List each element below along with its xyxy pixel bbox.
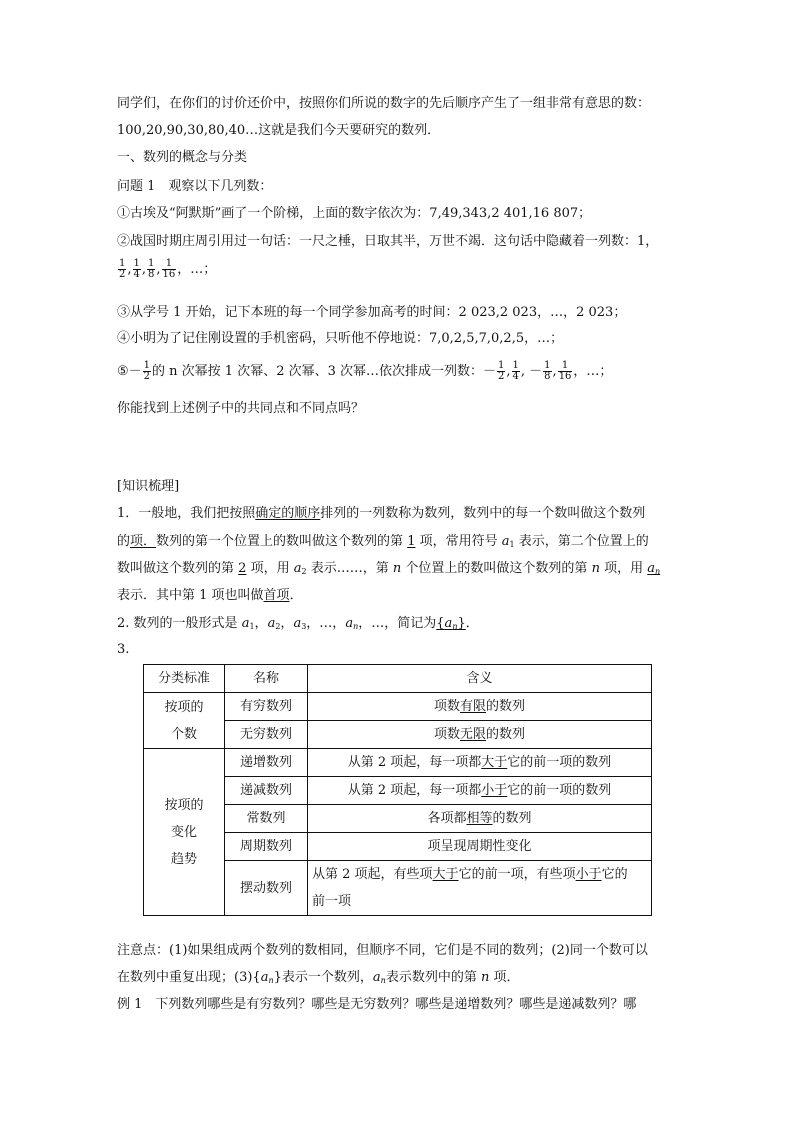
notes-line-2: 在数列中重复出现；$(3)\{a_n\}$表示一个数列，$a_n$表示数列中的第 n 项． [117, 970, 520, 985]
fraction: $\frac{1}{8}$ [148, 258, 155, 280]
knowledge-p1-line2: 的项．数列的第一个位置上的数叫做这个数列的第 1 项，常用符号 $a_1$ 表示，第二个位置上的 [117, 534, 649, 549]
fraction: $\frac{1}{4}$ [133, 258, 140, 280]
table-header: 含义 [308, 665, 652, 693]
question-closing: 你能找到上述例子中的共同点和不同点吗？ [117, 401, 365, 416]
notes-line-1: 注意点：(1)如果组成两个数列的数相同，但顺序不同，它们是不同的数列；(2)同一个数可以 [117, 943, 648, 958]
section-title: 一、数列的概念与分类 [117, 150, 248, 165]
question-text: 观察以下几列数： [168, 179, 273, 194]
row-meaning: 各项都相等的数列 [308, 805, 652, 833]
example-1: 例 1 下列数列哪些是有穷数列？哪些是无穷数列？哪些是递增数列？哪些是递减数列？哪 [117, 997, 637, 1012]
question-item-2-fractions: $\frac{1}{2}$ , $\frac{1}{4}$ , $\frac{1}{8}$ , $\frac{1}{16}$ ，…； [119, 258, 217, 280]
classification-table [143, 664, 652, 916]
row-name: 常数列 [225, 805, 308, 833]
knowledge-p3: 3. [117, 642, 130, 657]
knowledge-p1-line1: 1．一般地，我们把按照确定的顺序排列的一列数称为数列，数列中的每一个数叫做这个数列 [117, 506, 646, 521]
row-meaning: 项呈现周期性变化 [308, 833, 652, 861]
row-meaning: 从第 2 项起，有些项大于它的前一项，有些项小于它的 前一项 [308, 861, 652, 916]
intro-line-2: 100,20,90,30,80,40…这就是我们今天要研究的数列． [117, 123, 441, 138]
table-row [144, 749, 652, 777]
knowledge-p1-line4: 表示．其中第 1 项也叫做首项． [117, 588, 303, 603]
table-header: 名称 [225, 665, 308, 693]
group-label-count: 按项的 个数 [144, 693, 225, 749]
row-meaning: 项数有限的数列 [308, 693, 652, 721]
row-name: 有穷数列 [225, 693, 308, 721]
row-name: 递增数列 [225, 749, 308, 777]
question-1 [117, 177, 272, 197]
intro-line-1: 同学们，在你们的讨价还价中，按照你们所说的数字的先后顺序产生了一组非常有意思的数： [117, 96, 651, 111]
fraction: $\frac{1}{16}$ [162, 258, 176, 280]
table-row [144, 693, 652, 721]
table-header-row [144, 665, 652, 693]
row-meaning: 从第 2 项起，每一项都小于它的前一项的数列 [308, 777, 652, 805]
row-meaning: 从第 2 项起，每一项都大于它的前一项的数列 [308, 749, 652, 777]
table-header: 分类标准 [144, 665, 225, 693]
row-name: 递减数列 [225, 777, 308, 805]
row-name: 无穷数列 [225, 721, 308, 749]
knowledge-heading: [知识梳理] [117, 479, 180, 494]
fraction: $\frac{1}{2}$ [119, 258, 126, 280]
group-label-trend: 按项的 变化 趋势 [144, 749, 225, 916]
row-meaning: 项数无限的数列 [308, 721, 652, 749]
question-item-5: ⑤－ $\frac{1}{2}$ 的 n 次幂按 1 次幂、2 次幂、3 次幂…依次排成一列数：－ $\frac{1}{2}$ , $\frac{1}{4}$ , － $\frac{1}{8}$ , $\frac{1}{16}$ ，…； [117, 360, 613, 382]
knowledge-p2: 2. 数列的一般形式是 $a_1$，$a_2$，$a_3$，…，$a_n$，…，简记为$\{a_n\}$． [117, 616, 479, 631]
question-item-2: ②战国时期庄周引用过一句话：一尺之棰，日取其半，万世不竭．这句话中隐藏着一列数：1， [117, 234, 659, 249]
question-item-1: ①古埃及“阿默斯”画了一个阶梯，上面的数字依次为：7,49,343,2 401,16 807； [117, 206, 592, 221]
knowledge-p1-line3: 数叫做这个数列的第 2 项，用 $a_2$ 表示……，第 n 个位置上的数叫做这个数列的第 n 项，用 $a_n$ [117, 561, 661, 576]
question-item-3: ③从学号 1 开始，记下本班的每一个同学参加高考的时间：2 023,2 023，…，2 023； [117, 305, 627, 320]
question-item-4: ④小明为了记住刚设置的手机密码，只听他不停地说：7,0,2,5,7,0,2,5，…； [117, 331, 564, 346]
row-name: 周期数列 [225, 833, 308, 861]
row-name: 摆动数列 [225, 861, 308, 916]
question-label: 问题 1 [117, 179, 156, 194]
